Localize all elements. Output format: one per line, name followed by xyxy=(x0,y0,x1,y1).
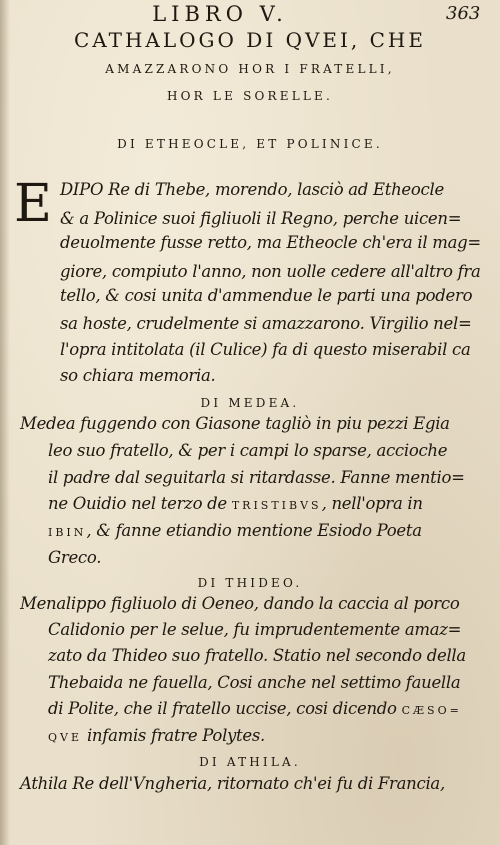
text-line: Calidonio per le selue, fu imprudentemente amaz= xyxy=(48,620,462,639)
text-line xyxy=(48,494,423,513)
text-line xyxy=(48,699,462,718)
text-span: , nell'opra in xyxy=(321,494,423,513)
text-line: so chiara memoria. xyxy=(60,366,216,385)
section-heading-medea: DI MEDEA. xyxy=(200,396,300,410)
text-span: ne Ouidio nel terzo de xyxy=(48,494,227,513)
text-span: di Polite, che il fratello uccise, cosi dicendo xyxy=(48,699,397,718)
section-heading-thideo: DI THIDEO. xyxy=(197,576,303,590)
drop-cap: E xyxy=(14,174,52,234)
page-gutter-shadow xyxy=(0,0,10,845)
text-line: tello, & cosi unita d'ammendue le parti una podero xyxy=(60,286,473,305)
chapter-title-line-3: HOR LE SORELLE. xyxy=(166,89,334,103)
small-caps-quote: CÆSO= xyxy=(401,704,462,717)
text-line: Medea fuggendo con Giasone tagliò in piu pezzi Egia xyxy=(20,414,450,433)
running-head: LIBRO V. xyxy=(152,2,288,26)
small-caps-quote: QVE xyxy=(48,731,82,744)
text-span: infamis fratre Polytes. xyxy=(86,726,265,745)
chapter-title-line-1: CATHALOGO DI QVEI, CHE xyxy=(74,28,426,52)
text-line: deuolmente fusse retto, ma Etheocle ch'era il mag= xyxy=(60,233,481,252)
section-heading-athila: DI ATHILA. xyxy=(199,755,301,769)
text-span: , & fanne etiandio mentione Esiodo Poeta xyxy=(86,521,422,540)
text-line: DIPO Re di Thebe, morendo, lasciò ad Etheocle xyxy=(60,180,444,199)
text-line: Greco. xyxy=(48,548,102,567)
text-line: l'opra intitolata (il Culice) fa di questo miserabil ca xyxy=(60,340,471,359)
chapter-title-line-2: AMAZZARONO HOR I FRATELLI, xyxy=(105,62,395,76)
text-line: Menalippo figliuolo di Oeneo, dando la caccia al porco xyxy=(20,594,460,613)
text-line: leo suo fratello, & per i campi lo sparse, accioche xyxy=(48,441,448,460)
text-line: & a Polinice suoi figliuoli il Regno, perche uicen= xyxy=(60,209,462,228)
text-line xyxy=(48,521,422,540)
small-caps-title: TRISTIBVS xyxy=(231,499,322,512)
text-line: Athila Re dell'Vngheria, ritornato ch'ei fu di Francia, xyxy=(20,774,445,793)
page-number: 363 xyxy=(446,3,481,24)
text-line xyxy=(48,726,265,745)
text-line: giore, compiuto l'anno, non uolle cedere all'altro fra xyxy=(60,262,481,281)
small-caps-title: IBIN xyxy=(48,526,87,539)
text-line: il padre dal seguitarla si ritardasse. Fanne mentio= xyxy=(48,468,465,487)
text-line: Thebaida ne fauella, Cosi anche nel settimo fauella xyxy=(48,673,461,692)
text-line: zato da Thideo suo fratello. Statio nel secondo della xyxy=(48,646,466,665)
text-line: sa hoste, crudelmente si amazzarono. Virgilio nel= xyxy=(60,314,472,333)
section-heading-etheocle: DI ETHEOCLE, ET POLINICE. xyxy=(117,137,383,151)
